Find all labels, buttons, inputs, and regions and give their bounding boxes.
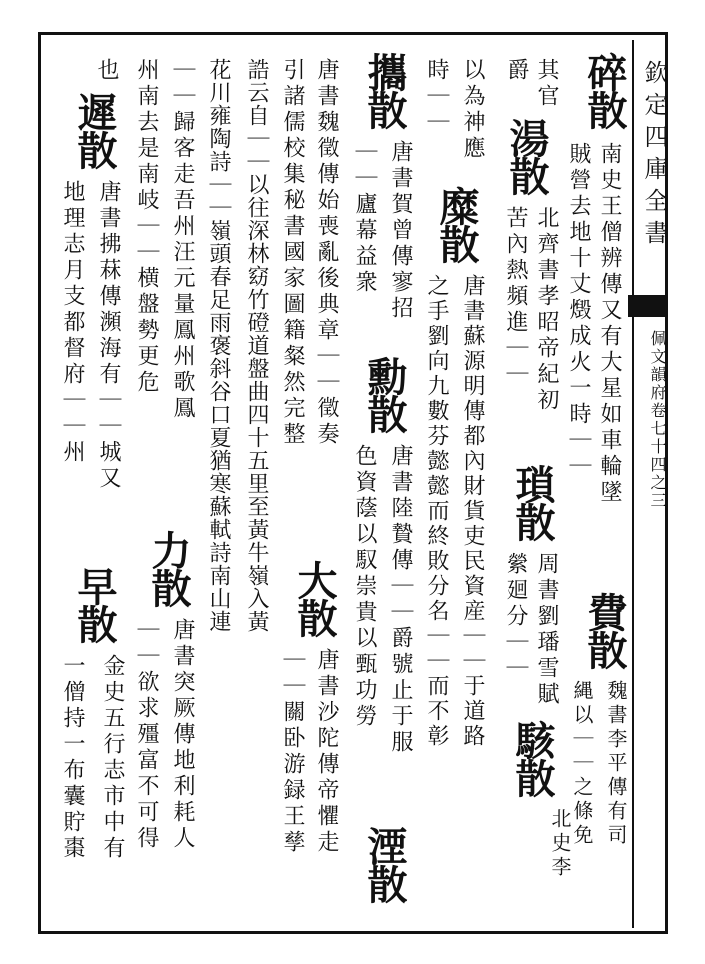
column-text: 爵 [504, 58, 529, 84]
column-text: 縄以｜｜之條免 [570, 680, 594, 848]
column-text: 之手劉向九數芬懿懿而終敗分名｜｜而不彰 [424, 274, 449, 749]
column-text: 周書劉璠雪賦 [534, 552, 559, 708]
column-text: 以為神應 [460, 58, 485, 162]
column-text: 唐書拂菻傳瀕海有｜｜城又 [96, 180, 121, 492]
entry-heading: 糜散 [433, 186, 480, 262]
column-text: 賊營去地十丈燬成火一時｜｜ [566, 142, 591, 480]
column-text: 色資蔭以馭崇貴以甄功勞 [352, 444, 377, 730]
column-text: 花川雍陶詩｜｜嶺頭春足雨褒斜谷口夏猶寒蘇軾詩南山連 [206, 58, 231, 633]
column-text: ｜｜欲求殭富不可得 [134, 618, 159, 852]
entry-heading: 力散 [145, 530, 192, 606]
column-text: 金史五行志市中有 [100, 654, 125, 862]
column-text: 引諸儒校集秘書國家圖籍粲然完整 [280, 58, 305, 448]
column-text: 誥云自｜｜以往深林窈竹磴道盤曲四十五里至黃牛嶺入黃 [244, 58, 269, 633]
column-text: 唐書魏徵傳始喪亂後典章｜｜徵奏 [314, 58, 339, 448]
column-text: 一僧持一布囊貯棗 [60, 654, 85, 862]
column-text: 南史王僧辨傳又有大星如車輪墜 [597, 142, 622, 506]
column-text: 唐書沙陀傳帝懼走 [314, 648, 339, 856]
entry-heading: 早散 [71, 566, 118, 642]
column-text: 其官 [534, 58, 559, 110]
entry-heading: 湯散 [503, 118, 550, 194]
column-text: 州南去是南岐｜｜横盤勢更危 [134, 58, 159, 396]
entry-heading: 遲散 [71, 92, 118, 168]
column-text: 北史李 [548, 808, 572, 880]
volume-label: 佩文韻府卷七十四之三 [648, 330, 667, 510]
entry-heading: 瑣散 [509, 464, 556, 540]
column-text: 唐書陸贄傳｜｜爵號止于服 [388, 444, 413, 756]
column-text: 時｜｜ [424, 58, 449, 136]
entry-heading: 勳散 [361, 356, 408, 432]
column-text: 苦內熱頻進｜｜ [503, 206, 528, 388]
column-text: ｜｜歸客走吾州汪元量鳳州歌鳳 [170, 58, 195, 422]
entry-heading: 大散 [291, 560, 338, 636]
book-title: 欽定四庫全書 [640, 60, 668, 252]
column-text: ｜｜廬幕益衆 [352, 140, 377, 296]
entry-heading: 碎散 [581, 52, 628, 128]
column-text: 魏書李平傳有司 [604, 680, 628, 848]
column-text: 縈廻分｜｜ [503, 552, 528, 682]
entry-heading: 攜散 [361, 52, 408, 128]
entry-heading: 駭散 [509, 720, 556, 796]
entry-heading: 湮散 [361, 826, 408, 902]
column-text: ｜｜關卧游録王孳 [280, 648, 305, 856]
column-text: 地理志月支都督府｜｜州 [60, 180, 85, 466]
column-text: 北齊書孝昭帝紀初 [534, 206, 559, 414]
column-text: 唐書突厥傳地利耗人 [170, 618, 195, 852]
column-text: 也 [94, 58, 119, 84]
column-text: 唐書蘇源明傳都內財貨吏民資産｜｜于道路 [460, 274, 485, 749]
fish-tail-mark [628, 295, 666, 317]
entry-heading: 費散 [581, 592, 628, 668]
column-text: 唐書賀曾傳寥招 [388, 140, 413, 322]
